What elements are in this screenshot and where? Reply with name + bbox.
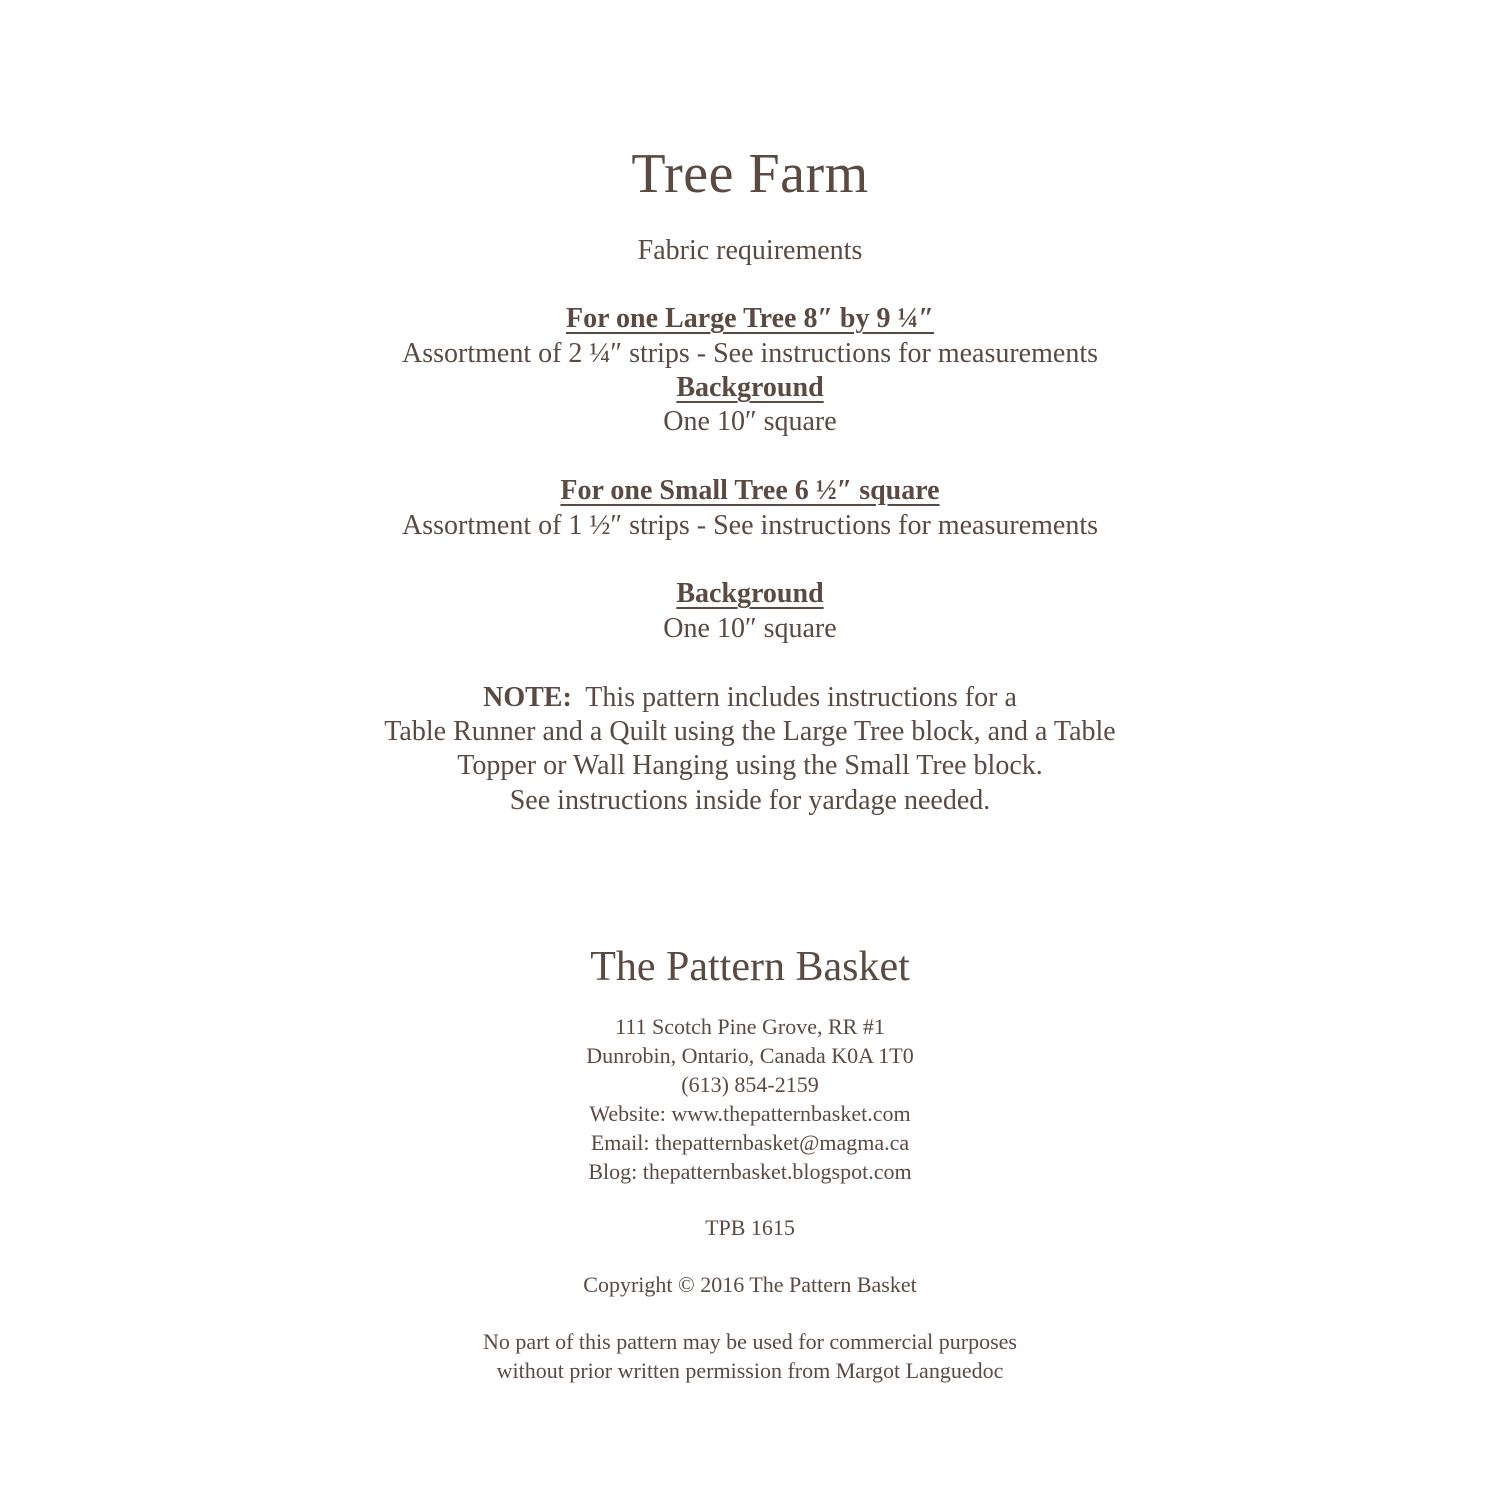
publisher-address-2: Dunrobin, Ontario, Canada K0A 1T0 bbox=[586, 1043, 914, 1068]
page-subtitle: Fabric requirements bbox=[637, 235, 863, 266]
copyright-notice: Copyright © 2016 The Pattern Basket bbox=[583, 1272, 917, 1297]
publisher-address-1: 111 Scotch Pine Grove, RR #1 bbox=[615, 1014, 885, 1039]
publisher-blog: Blog: thepatternbasket.blogspot.com bbox=[588, 1159, 912, 1184]
note-text-1: This pattern includes instructions for a bbox=[571, 682, 1017, 713]
large-tree-background-value: One 10″ square bbox=[663, 406, 837, 437]
small-tree-strips: Assortment of 1 ½″ strips - See instructions for measurements bbox=[402, 510, 1098, 541]
small-tree-background-value: One 10″ square bbox=[663, 613, 837, 644]
publisher-email: Email: thepatternbasket@magma.ca bbox=[590, 1130, 910, 1155]
note-label: NOTE: bbox=[483, 682, 572, 713]
note-line-2: Table Runner and a Quilt using the Large Tree block, and a Table bbox=[384, 716, 1116, 747]
pattern-code: TPB 1615 bbox=[705, 1215, 795, 1240]
disclaimer-line-2: without prior written permission from Margot Languedoc bbox=[496, 1358, 1004, 1383]
large-tree-background-heading: Background bbox=[676, 372, 824, 403]
page-title: Tree Farm bbox=[631, 143, 869, 205]
large-tree-heading: For one Large Tree 8″ by 9 ¼″ bbox=[566, 303, 934, 334]
publisher-website: Website: www.thepatternbasket.com bbox=[589, 1101, 911, 1126]
small-tree-background-heading: Background bbox=[676, 578, 824, 609]
publisher-phone: (613) 854-2159 bbox=[681, 1072, 819, 1097]
publisher-name: The Pattern Basket bbox=[590, 944, 910, 990]
small-tree-heading: For one Small Tree 6 ½″ square bbox=[560, 475, 940, 506]
note-line-4: See instructions inside for yardage needed. bbox=[509, 785, 991, 816]
disclaimer-line-1: No part of this pattern may be used for commercial purposes bbox=[483, 1329, 1017, 1354]
note-line-1 bbox=[0, 684, 1500, 712]
note-line-3: Topper or Wall Hanging using the Small Tree block. bbox=[457, 750, 1043, 781]
large-tree-strips: Assortment of 2 ¼″ strips - See instructions for measurements bbox=[402, 338, 1098, 369]
